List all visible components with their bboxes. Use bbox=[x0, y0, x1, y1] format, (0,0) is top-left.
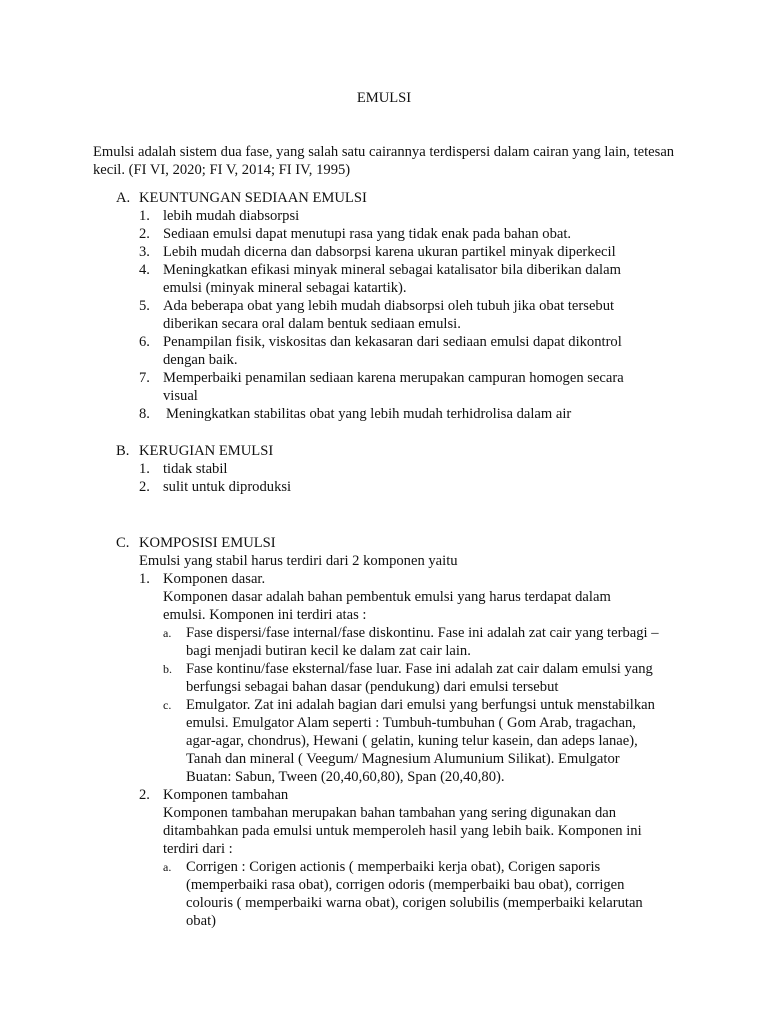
item-text: Memperbaiki penamilan sediaan karena merupakan campuran homogen secara visual bbox=[163, 370, 624, 404]
item-text: tidak stabil bbox=[163, 461, 228, 477]
sub-text: Fase dispersi/fase internal/fase diskontinu. Fase ini adalah zat cair yang terbagi – bagi menjadi butiran kecil ke dalam zat cair lain. bbox=[186, 625, 659, 659]
item-number: 6. bbox=[139, 334, 150, 350]
section-letter: B. bbox=[116, 443, 130, 459]
item-number: 1. bbox=[139, 461, 150, 477]
sub-list-item bbox=[0, 624, 668, 660]
component-description: Komponen dasar adalah bahan pembentuk emulsi yang harus terdapat dalam emulsi. Komponen ini terdiri atas : bbox=[163, 589, 611, 623]
item-text: lebih mudah diabsorpsi bbox=[163, 208, 300, 224]
list-item bbox=[0, 297, 653, 333]
section-heading bbox=[0, 189, 768, 207]
sub-letter: a. bbox=[163, 860, 172, 874]
list-item bbox=[0, 333, 653, 369]
list-item bbox=[0, 225, 653, 243]
item-number: 2. bbox=[139, 226, 150, 242]
sub-text: Emulgator. Zat ini adalah bagian dari emulsi yang berfungsi untuk menstabilkan emulsi. Emulgator Alam seperti : Tumbuh-tumbuhan ( Gom Arab, tragachan, agar-agar, chondrus), Hewani ( gelatin, kuning telur kasein, dan adeps lanae), Tanah dan mineral ( Veegum/ Magnesium Alumunium Silikat). Emulgator Buatan: Sabun, Tween (20,40,60,80), Span (20,40,80). bbox=[186, 697, 655, 785]
item-text: Komponen tambahan bbox=[163, 787, 289, 803]
item-text: Lebih mudah dicerna dan dabsorpsi karena ukuran partikel minyak diperkecil bbox=[163, 244, 616, 260]
sub-list-item bbox=[0, 660, 668, 696]
item-text: Penampilan fisik, viskositas dan kekasaran dari sediaan emulsi dapat dikontrol dengan baik. bbox=[163, 334, 622, 368]
item-text: Ada beberapa obat yang lebih mudah diabsorpsi oleh tubuh jika obat tersebut diberikan secara oral dalam bentuk sediaan emulsi. bbox=[163, 298, 615, 332]
section-title: KOMPOSISI EMULSI bbox=[139, 535, 276, 551]
list-item bbox=[0, 243, 653, 261]
sub-letter: a. bbox=[163, 626, 172, 640]
section-kerugian bbox=[0, 442, 768, 496]
section-title: KERUGIAN EMULSI bbox=[139, 443, 274, 459]
list-item bbox=[0, 478, 653, 496]
sub-list-item bbox=[0, 858, 668, 930]
list-item bbox=[0, 460, 653, 478]
page-title: EMULSI bbox=[356, 90, 412, 106]
item-number: 8. bbox=[139, 406, 150, 422]
item-number: 1. bbox=[139, 208, 150, 224]
item-number: 3. bbox=[139, 244, 150, 260]
section-heading bbox=[0, 534, 768, 552]
section-letter: C. bbox=[116, 535, 130, 551]
section-keuntungan bbox=[0, 189, 768, 423]
section-lead: Emulsi yang stabil harus terdiri dari 2 komponen yaitu bbox=[139, 553, 458, 569]
intro-paragraph: Emulsi adalah sistem dua fase, yang salah satu cairannya terdispersi dalam cairan yang lain, tetesan kecil. (FI VI, 2020; FI V, 2014; FI IV, 1995) bbox=[93, 144, 675, 178]
item-number: 4. bbox=[139, 262, 150, 278]
item-number: 7. bbox=[139, 370, 150, 386]
item-number: 2. bbox=[139, 479, 150, 495]
item-text: sulit untuk diproduksi bbox=[163, 479, 292, 495]
section-komposisi bbox=[0, 534, 768, 930]
section-heading bbox=[0, 442, 768, 460]
section-title: KEUNTUNGAN SEDIAAN EMULSI bbox=[139, 190, 367, 206]
list-item bbox=[0, 405, 653, 423]
item-number: 5. bbox=[139, 298, 150, 314]
list-item bbox=[0, 207, 653, 225]
item-number: 2. bbox=[139, 787, 150, 803]
item-number: 1. bbox=[139, 571, 150, 587]
sub-text: Fase kontinu/fase eksternal/fase luar. Fase ini adalah zat cair dalam emulsi yang berfungsi sebagai bahan dasar (pendukung) dari emulsi tersebut bbox=[186, 661, 653, 695]
component-heading bbox=[0, 570, 653, 588]
component-description: Komponen tambahan merupakan bahan tambahan yang sering digunakan dan ditambahkan pada emulsi untuk memperoleh hasil yang lebih baik. Komponen ini terdiri dari : bbox=[163, 805, 642, 857]
list-item bbox=[0, 261, 653, 297]
sub-letter: c. bbox=[163, 698, 172, 712]
sub-letter: b. bbox=[163, 662, 172, 676]
item-text: Meningkatkan stabilitas obat yang lebih mudah terhidrolisa dalam air bbox=[166, 406, 572, 422]
sub-text: Corrigen : Corigen actionis ( memperbaiki kerja obat), Corigen saporis (memperbaiki rasa obat), corrigen odoris (memperbaiki bau obat), corrigen colouris ( memperbaiki warna obat), corigen solubilis (memperbaiki kelarutan obat) bbox=[186, 859, 643, 929]
section-letter: A. bbox=[116, 190, 131, 206]
sub-list-item bbox=[0, 696, 668, 786]
list-item bbox=[0, 369, 653, 405]
item-text: Komponen dasar. bbox=[163, 571, 266, 587]
component-heading bbox=[0, 786, 653, 804]
item-text: Meningkatkan efikasi minyak mineral sebagai katalisator bila diberikan dalam emulsi (minyak mineral sebagai katartik). bbox=[163, 262, 621, 296]
item-text: Sediaan emulsi dapat menutupi rasa yang tidak enak pada bahan obat. bbox=[163, 226, 572, 242]
